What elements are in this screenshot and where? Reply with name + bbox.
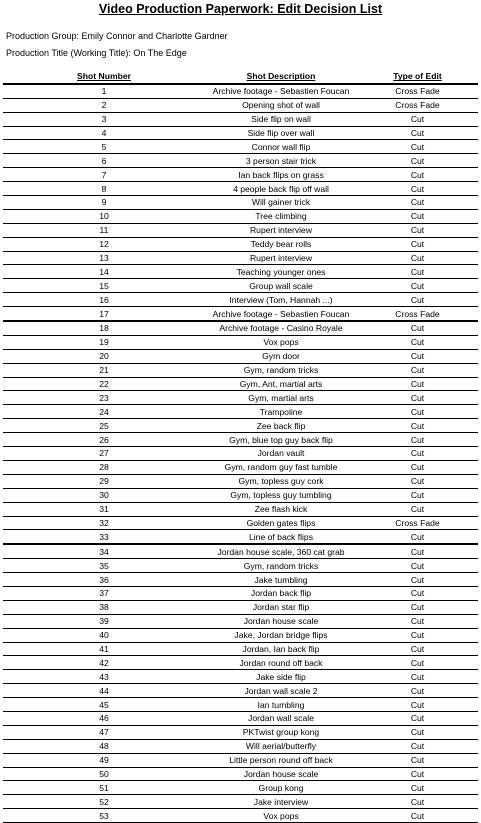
table-row [3, 363, 478, 377]
table-row [3, 530, 478, 544]
shot-number-cell: 35 [3, 559, 205, 573]
shot-description-cell: Gym, random guy fast tumble [205, 460, 357, 474]
edit-type-cell: Cross Fade [357, 516, 478, 530]
shot-description-cell: Archive footage - Casino Royale [205, 321, 357, 335]
table-row [3, 642, 478, 656]
shot-number-cell: 2 [3, 98, 205, 112]
shot-number-cell: 16 [3, 293, 205, 307]
shot-description-cell: Will aerial/butterfly [205, 739, 357, 753]
shot-number-cell: 22 [3, 377, 205, 391]
shot-number-cell: 45 [3, 698, 205, 712]
shot-description-cell: Group kong [205, 781, 357, 795]
table-row [3, 628, 478, 642]
table-row [3, 739, 478, 753]
shot-number-cell: 9 [3, 196, 205, 210]
shot-description-cell: Jake tumbling [205, 573, 357, 587]
shot-description-cell: Vox pops [205, 809, 357, 823]
edit-type-cell: Cut [357, 447, 478, 461]
edit-type-cell: Cut [357, 335, 478, 349]
table-row [3, 405, 478, 419]
edit-type-cell: Cut [357, 656, 478, 670]
shot-number-cell: 43 [3, 670, 205, 684]
shot-number-cell: 12 [3, 237, 205, 251]
shot-number-cell: 25 [3, 419, 205, 433]
edit-type-cell: Cut [357, 809, 478, 823]
table-row [3, 795, 478, 809]
table-row [3, 84, 478, 98]
shot-description-cell: Vox pops [205, 335, 357, 349]
column-header-shot-description: Shot Description [205, 70, 357, 84]
table-row [3, 321, 478, 335]
shot-number-cell: 33 [3, 530, 205, 544]
shot-number-cell: 5 [3, 140, 205, 154]
shot-description-cell: Gym, Ant, martial arts [205, 377, 357, 391]
edit-type-cell: Cut [357, 488, 478, 502]
edit-type-cell: Cross Fade [357, 98, 478, 112]
edit-type-cell: Cut [357, 140, 478, 154]
edit-type-cell: Cut [357, 698, 478, 712]
edit-type-cell: Cut [357, 600, 478, 614]
shot-description-cell: Gym, blue top guy back flip [205, 433, 357, 447]
table-row [3, 656, 478, 670]
shot-number-cell: 28 [3, 460, 205, 474]
edit-type-cell: Cut [357, 265, 478, 279]
shot-description-cell: Jake side flip [205, 670, 357, 684]
shot-number-cell: 21 [3, 363, 205, 377]
edit-type-cell: Cut [357, 223, 478, 237]
shot-number-cell: 23 [3, 391, 205, 405]
edit-type-cell: Cut [357, 237, 478, 251]
shot-number-cell: 37 [3, 586, 205, 600]
shot-description-cell: Gym, random tricks [205, 363, 357, 377]
edit-type-cell: Cut [357, 795, 478, 809]
shot-number-cell: 19 [3, 335, 205, 349]
edit-type-cell: Cut [357, 460, 478, 474]
table-row [3, 725, 478, 739]
shot-description-cell: Interview (Tom, Hannah ...) [205, 293, 357, 307]
table-row [3, 196, 478, 210]
shot-description-cell: Jordan wall scale [205, 711, 357, 725]
table-row [3, 154, 478, 168]
table-row [3, 223, 478, 237]
edit-decision-table [3, 70, 478, 823]
edit-type-cell: Cut [357, 251, 478, 265]
shot-description-cell: Jordan star flip [205, 600, 357, 614]
shot-description-cell: Archive footage - Sebastien Foucan [205, 84, 357, 98]
table-row [3, 767, 478, 781]
table-row [3, 419, 478, 433]
edit-type-cell: Cut [357, 405, 478, 419]
table-row [3, 516, 478, 530]
edit-type-cell: Cut [357, 377, 478, 391]
shot-number-cell: 31 [3, 502, 205, 516]
shot-description-cell: Will gainer trick [205, 196, 357, 210]
document-title: Video Production Paperwork: Edit Decision List [98, 2, 383, 16]
table-row [3, 614, 478, 628]
shot-number-cell: 53 [3, 809, 205, 823]
shot-description-cell: Jordan vault [205, 447, 357, 461]
edit-type-cell: Cut [357, 196, 478, 210]
shot-description-cell: 4 people back flip off wall [205, 182, 357, 196]
edit-type-cell: Cut [357, 168, 478, 182]
edit-type-cell: Cut [357, 279, 478, 293]
shot-description-cell: Jordan, Ian back flip [205, 642, 357, 656]
production-title: Production Title (Working Title): On The Edge [6, 48, 187, 58]
shot-description-cell: Ian tumbling [205, 698, 357, 712]
shot-number-cell: 47 [3, 725, 205, 739]
shot-description-cell: Gym, martial arts [205, 391, 357, 405]
shot-number-cell: 24 [3, 405, 205, 419]
shot-number-cell: 49 [3, 753, 205, 767]
edit-type-cell: Cut [357, 419, 478, 433]
table-row [3, 126, 478, 140]
shot-description-cell: Trampoline [205, 405, 357, 419]
edit-type-cell: Cut [357, 433, 478, 447]
table-row [3, 335, 478, 349]
edit-type-cell: Cut [357, 293, 478, 307]
shot-description-cell: Opening shot of wall [205, 98, 357, 112]
edit-type-cell: Cut [357, 363, 478, 377]
shot-number-cell: 13 [3, 251, 205, 265]
shot-description-cell: Zee flash kick [205, 502, 357, 516]
table-row [3, 698, 478, 712]
table-row [3, 251, 478, 265]
shot-number-cell: 39 [3, 614, 205, 628]
table-row [3, 168, 478, 182]
edit-type-cell: Cut [357, 684, 478, 698]
shot-description-cell: Side flip over wall [205, 126, 357, 140]
shot-number-cell: 1 [3, 84, 205, 98]
edit-type-cell: Cut [357, 573, 478, 587]
edit-type-cell: Cross Fade [357, 84, 478, 98]
table-row [3, 209, 478, 223]
shot-description-cell: Rupert interview [205, 251, 357, 265]
shot-number-cell: 29 [3, 474, 205, 488]
edit-type-cell: Cut [357, 711, 478, 725]
shot-number-cell: 38 [3, 600, 205, 614]
edit-type-cell: Cut [357, 753, 478, 767]
table-row [3, 279, 478, 293]
edit-type-cell: Cut [357, 670, 478, 684]
shot-number-cell: 41 [3, 642, 205, 656]
table-row [3, 391, 478, 405]
edit-type-cell: Cut [357, 349, 478, 363]
shot-description-cell: Gym door [205, 349, 357, 363]
shot-description-cell: Jordan house scale [205, 767, 357, 781]
table-body [3, 84, 478, 823]
edit-type-cell: Cut [357, 628, 478, 642]
table-row [3, 182, 478, 196]
shot-number-cell: 7 [3, 168, 205, 182]
shot-description-cell: Golden gates flips [205, 516, 357, 530]
shot-description-cell: Group wall scale [205, 279, 357, 293]
edit-type-cell: Cut [357, 781, 478, 795]
shot-description-cell: Gym, topless guy cork [205, 474, 357, 488]
table-row [3, 140, 478, 154]
shot-number-cell: 17 [3, 307, 205, 321]
shot-number-cell: 34 [3, 544, 205, 558]
shot-number-cell: 42 [3, 656, 205, 670]
shot-number-cell: 46 [3, 711, 205, 725]
table-row [3, 349, 478, 363]
shot-number-cell: 44 [3, 684, 205, 698]
table-header-row [3, 70, 478, 84]
shot-description-cell: Side flip on wall [205, 112, 357, 126]
table-row [3, 265, 478, 279]
table-row [3, 377, 478, 391]
table-row [3, 586, 478, 600]
table-row [3, 684, 478, 698]
shot-number-cell: 40 [3, 628, 205, 642]
shot-description-cell: Jordan back flip [205, 586, 357, 600]
table-row [3, 781, 478, 795]
table-row [3, 237, 478, 251]
table-row [3, 98, 478, 112]
edit-type-cell: Cut [357, 391, 478, 405]
edit-type-cell: Cut [357, 544, 478, 558]
table-row [3, 460, 478, 474]
column-header-type-of-edit: Type of Edit [357, 70, 478, 84]
shot-number-cell: 51 [3, 781, 205, 795]
shot-description-cell: Archive footage - Sebastien Foucan [205, 307, 357, 321]
shot-description-cell: Teddy bear rolls [205, 237, 357, 251]
shot-description-cell: Jake, Jordan bridge flips [205, 628, 357, 642]
shot-number-cell: 32 [3, 516, 205, 530]
shot-description-cell: Jordan house scale, 360 cat grab [205, 544, 357, 558]
edit-type-cell: Cut [357, 112, 478, 126]
shot-number-cell: 3 [3, 112, 205, 126]
shot-number-cell: 30 [3, 488, 205, 502]
shot-description-cell: Teaching younger ones [205, 265, 357, 279]
shot-number-cell: 4 [3, 126, 205, 140]
shot-description-cell: Connor wall flip [205, 140, 357, 154]
column-header-shot-number: Shot Number [3, 70, 205, 84]
shot-number-cell: 26 [3, 433, 205, 447]
edit-type-cell: Cut [357, 321, 478, 335]
shot-number-cell: 50 [3, 767, 205, 781]
shot-description-cell: Line of back flips [205, 530, 357, 544]
edit-type-cell: Cut [357, 474, 478, 488]
edit-type-cell: Cut [357, 209, 478, 223]
shot-description-cell: PKTwist group kong [205, 725, 357, 739]
shot-description-cell: Jordan round off back [205, 656, 357, 670]
edit-type-cell: Cut [357, 725, 478, 739]
table-row [3, 112, 478, 126]
shot-description-cell: Jake interview [205, 795, 357, 809]
shot-number-cell: 10 [3, 209, 205, 223]
shot-description-cell: 3 person stair trick [205, 154, 357, 168]
table-row [3, 753, 478, 767]
table-row [3, 474, 478, 488]
edit-type-cell: Cut [357, 530, 478, 544]
table-row [3, 600, 478, 614]
edit-type-cell: Cut [357, 614, 478, 628]
edit-type-cell: Cut [357, 126, 478, 140]
shot-number-cell: 20 [3, 349, 205, 363]
shot-number-cell: 48 [3, 739, 205, 753]
shot-number-cell: 6 [3, 154, 205, 168]
shot-description-cell: Zee back flip [205, 419, 357, 433]
shot-description-cell: Rupert interview [205, 223, 357, 237]
shot-description-cell: Jordan wall scale 2 [205, 684, 357, 698]
shot-number-cell: 8 [3, 182, 205, 196]
shot-description-cell: Ian back flips on grass [205, 168, 357, 182]
table-row [3, 293, 478, 307]
table-row [3, 573, 478, 587]
edit-type-cell: Cut [357, 502, 478, 516]
shot-description-cell: Tree climbing [205, 209, 357, 223]
table-row [3, 433, 478, 447]
table-row [3, 809, 478, 823]
shot-number-cell: 36 [3, 573, 205, 587]
shot-description-cell: Little person round off back [205, 753, 357, 767]
edit-type-cell: Cross Fade [357, 307, 478, 321]
table-row [3, 447, 478, 461]
table-row [3, 670, 478, 684]
shot-number-cell: 27 [3, 447, 205, 461]
edit-type-cell: Cut [357, 767, 478, 781]
table-row [3, 544, 478, 558]
shot-number-cell: 11 [3, 223, 205, 237]
shot-description-cell: Jordan house scale [205, 614, 357, 628]
shot-description-cell: Gym, random tricks [205, 559, 357, 573]
shot-description-cell: Gym, topless guy tumbling [205, 488, 357, 502]
table-row [3, 307, 478, 321]
shot-number-cell: 18 [3, 321, 205, 335]
edit-type-cell: Cut [357, 739, 478, 753]
shot-number-cell: 14 [3, 265, 205, 279]
shot-number-cell: 52 [3, 795, 205, 809]
production-group: Production Group: Emily Connor and Charlotte Gardner [6, 31, 228, 41]
table-row [3, 488, 478, 502]
shot-number-cell: 15 [3, 279, 205, 293]
edit-type-cell: Cut [357, 182, 478, 196]
edit-type-cell: Cut [357, 154, 478, 168]
table-row [3, 559, 478, 573]
edit-type-cell: Cut [357, 559, 478, 573]
table-row [3, 502, 478, 516]
edit-type-cell: Cut [357, 642, 478, 656]
table-row [3, 711, 478, 725]
edit-type-cell: Cut [357, 586, 478, 600]
